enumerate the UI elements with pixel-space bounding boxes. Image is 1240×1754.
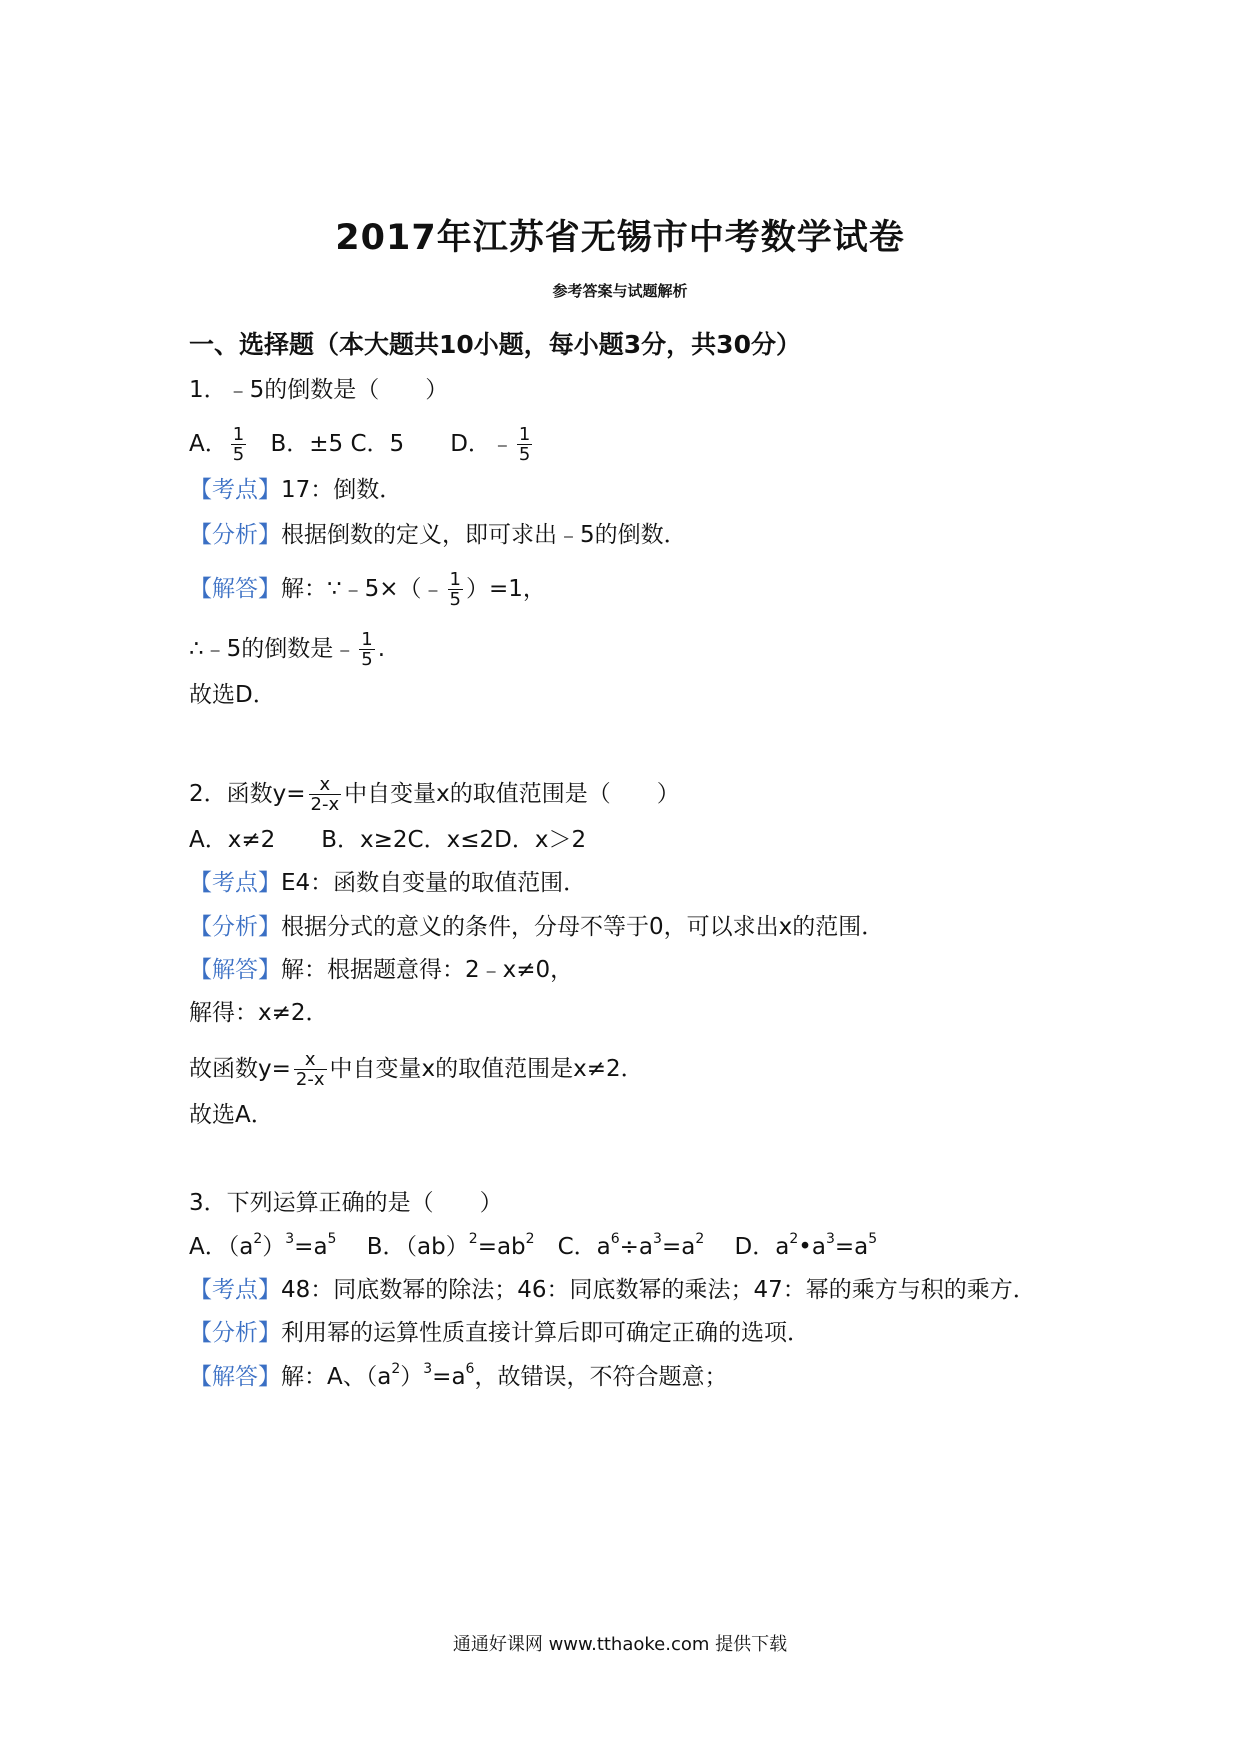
- fenxi-tag: 【分析】: [189, 1320, 281, 1346]
- q3-options: A．$(a^2)^3=a^5$ B．$(ab)^2=ab^2$ C．$a^6\div a^3=a^2$ D．$a^2•a^3=a^5$: [189, 1231, 878, 1260]
- fenxi-tag: 【分析】: [189, 914, 281, 940]
- fraction: $\frac{1}{5}$: [232, 424, 245, 465]
- q2-jieda: 【解答】解：根据题意得：2﹣x≠0，: [189, 957, 574, 983]
- fraction: $\frac{1}{5}$: [449, 569, 461, 610]
- fraction: $\frac{x}{2-x}$: [295, 1049, 325, 1090]
- q2-stem: 2．函数y= $\frac{x}{2-x}$ 中自变量x的取值范围是（ ）: [189, 774, 680, 815]
- q2-fenxi: 【分析】根据分式的意义的条件，分母不等于0，可以求出x的范围．: [189, 914, 885, 940]
- q1-stem: 1．﹣5的倒数是（ ）: [189, 377, 449, 403]
- fraction: $\frac{1}{5}$: [518, 424, 531, 465]
- q2-options: A．x≠2 B．x≥2C．x≤2D．x＞2: [189, 827, 587, 853]
- fraction: $\frac{x}{2-x}$: [310, 774, 340, 815]
- q2-answer: 故选A．: [189, 1102, 274, 1128]
- q2-kaodian: 【考点】E4：函数自变量的取值范围．: [189, 870, 587, 896]
- page-title: 2017年江苏省无锡市中考数学试卷: [335, 218, 905, 258]
- footer-credit: 通通好课网 www.tthaoke.com 提供下载: [452, 1634, 788, 1655]
- q3-stem: 3．下列运算正确的是（ ）: [189, 1190, 503, 1216]
- q2-solve: 解得：x≠2．: [189, 1000, 329, 1026]
- q1-therefore: ∴﹣5的倒数是﹣ $\frac{1}{5}$ .: [189, 629, 386, 670]
- q1-options: [189, 425, 535, 464]
- kaodian-tag: 【考点】: [189, 870, 281, 896]
- q1-kaodian: 【考点】17：倒数．: [189, 477, 403, 503]
- jieda-tag: 【解答】: [189, 1364, 281, 1390]
- q1-answer: 故选D．: [189, 682, 276, 708]
- jieda-tag: 【解答】: [189, 576, 281, 602]
- q3-fenxi: 【分析】利用幂的运算性质直接计算后即可确定正确的选项．: [189, 1320, 810, 1346]
- q3-jieda: 【解答】解：A、$(a^2)^3=a^6$，故错误，不符合题意；: [189, 1361, 728, 1390]
- section-heading: 一、选择题（本大题共10小题，每小题3分，共30分）: [189, 330, 801, 359]
- kaodian-tag: 【考点】: [189, 1277, 281, 1303]
- q1-jieda: 【解答】解：∵﹣5×（﹣ $\frac{1}{5}$ ）=1，: [189, 569, 546, 610]
- fenxi-tag: 【分析】: [189, 522, 281, 548]
- q3-kaodian: 【考点】48：同底数幂的除法；46：同底数幂的乘法；47：幂的乘方与积的乘方．: [189, 1277, 1036, 1303]
- jieda-tag: 【解答】: [189, 957, 281, 983]
- q1-option-a: A．: [189, 431, 228, 457]
- q2-conclusion: 故函数y= $\frac{x}{2-x}$ 中自变量x的取值范围是x≠2．: [189, 1049, 644, 1090]
- kaodian-tag: 【考点】: [189, 477, 281, 503]
- q1-fenxi: 【分析】根据倒数的定义，即可求出﹣5的倒数．: [189, 522, 687, 548]
- q1-option-bcd: B．±5 C．5 D．﹣: [270, 431, 514, 457]
- fraction: $\frac{1}{5}$: [361, 629, 373, 670]
- page-subtitle: 参考答案与试题解析: [552, 282, 688, 300]
